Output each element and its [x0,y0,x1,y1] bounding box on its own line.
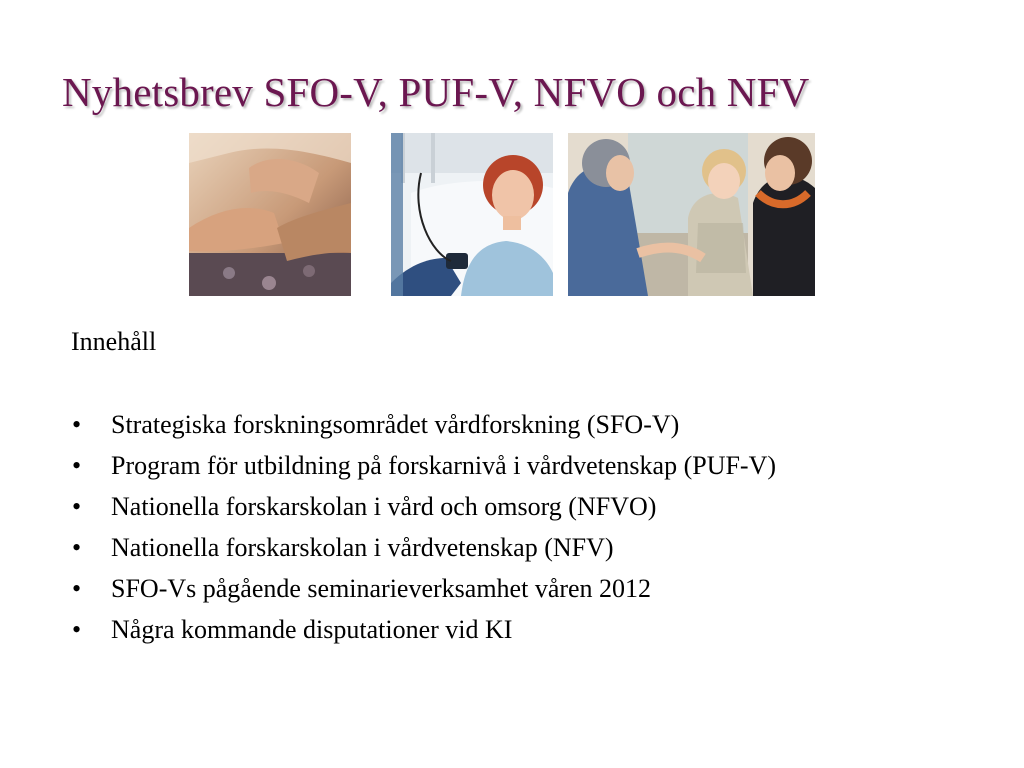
list-item [72,404,1002,445]
section-heading-contents: Innehåll [71,327,157,356]
list-item-text: Program för utbildning på forskarnivå i vårdvetenskap (PUF-V) [111,451,777,480]
bullet-icon: • [72,410,82,439]
bullet-icon: • [72,451,82,480]
list-item [72,486,1002,527]
list-item-text: Strategiska forskningsområdet vårdforskning (SFO-V) [111,410,680,439]
list-item-text: SFO-Vs pågående seminarieverksamhet våren 2012 [111,574,652,603]
list-item [72,609,1002,650]
bullet-icon: • [72,615,82,644]
list-item [72,527,1002,568]
photo-nurse-child-mother [568,133,815,296]
list-item-text: Nationella forskarskolan i vårdvetenskap (NFV) [111,533,614,562]
list-item-text: Nationella forskarskolan i vård och omsorg (NFVO) [111,492,657,521]
bullet-icon: • [72,574,82,603]
bullet-icon: • [72,492,82,521]
photo-holding-hands [189,133,351,296]
list-item [72,568,1002,609]
photo-patient-blood-pressure [391,133,553,296]
list-item [72,445,1002,486]
slide-title: Nyhetsbrev SFO-V, PUF-V, NFVO och NFV [62,69,810,115]
bullet-icon: • [72,533,82,562]
contents-list [72,404,1002,650]
list-item-text: Några kommande disputationer vid KI [111,615,513,644]
